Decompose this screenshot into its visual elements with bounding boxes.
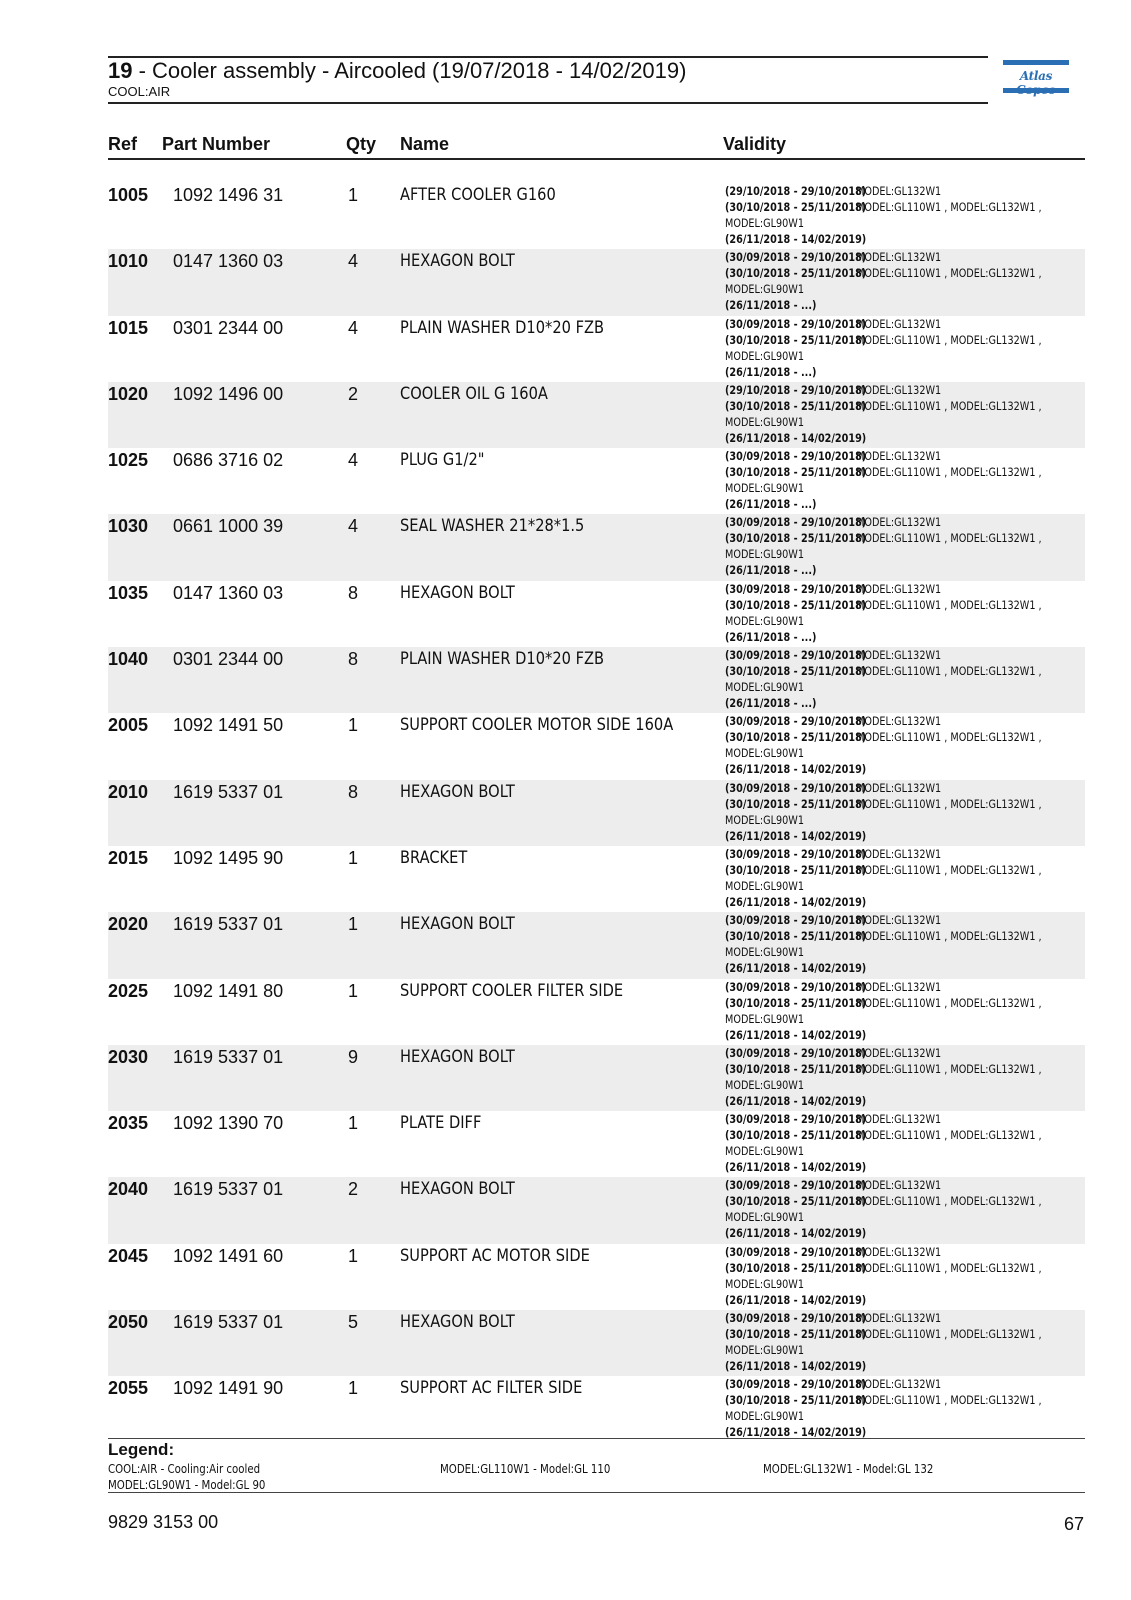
cell-ref: 2045	[108, 1245, 149, 1266]
cell-validity	[725, 1111, 1042, 1175]
validity-models: MODEL:GL132W1	[856, 1112, 942, 1127]
validity-models: MODEL:GL90W1	[725, 1409, 804, 1424]
validity-models: MODEL:GL132W1	[856, 382, 942, 397]
legend-item: MODEL:GL110W1 - Model:GL 110	[440, 1462, 611, 1476]
cell-validity	[725, 448, 1042, 512]
cell-name: SUPPORT COOLER FILTER SIDE	[400, 980, 624, 1001]
table-row	[108, 514, 1085, 580]
cell-name: SUPPORT COOLER MOTOR SIDE 160A	[400, 715, 674, 736]
page-number: 67	[1063, 1514, 1084, 1534]
cell-part-number: 1092 1491 50	[173, 715, 284, 736]
validity-date-range: (30/10/2018 - 25/11/2018)	[725, 664, 867, 679]
cell-name: PLAIN WASHER D10*20 FZB	[400, 649, 605, 670]
table-header	[108, 132, 1085, 160]
validity-date-range: (30/09/2018 - 29/10/2018)	[725, 581, 867, 596]
table-row	[108, 1111, 1085, 1177]
validity-models: MODEL:GL132W1	[856, 1311, 942, 1326]
cell-name: SUPPORT AC FILTER SIDE	[400, 1378, 583, 1399]
cell-validity	[725, 249, 1042, 313]
cell-qty: 1	[348, 980, 359, 1001]
validity-date-range: (30/10/2018 - 25/11/2018)	[725, 200, 867, 214]
cell-name: PLUG G1/2"	[400, 450, 485, 471]
validity-models: MODEL:GL132W1	[856, 648, 942, 663]
cell-validity	[725, 1244, 1042, 1308]
validity-models: MODEL:GL110W1 , MODEL:GL132W1 ,	[856, 664, 1042, 679]
validity-date-range: (30/10/2018 - 25/11/2018)	[725, 862, 867, 877]
validity-date-range: (30/09/2018 - 29/10/2018)	[725, 316, 867, 331]
cell-validity	[725, 912, 1042, 976]
validity-date-range: (30/10/2018 - 25/11/2018)	[725, 531, 867, 546]
parts-table-body	[108, 183, 1085, 1443]
cell-ref: 1040	[108, 649, 149, 670]
cell-part-number: 1092 1390 70	[173, 1113, 284, 1134]
cell-qty: 8	[348, 582, 359, 603]
validity-date-range: (30/10/2018 - 25/11/2018)	[725, 1393, 867, 1408]
cell-name: COOLER OIL G 160A	[400, 383, 548, 404]
cell-validity	[725, 1310, 1042, 1374]
cell-name: HEXAGON BOLT	[400, 1046, 515, 1067]
cell-part-number: 0301 2344 00	[173, 317, 284, 338]
validity-models: MODEL:GL90W1	[725, 1011, 804, 1026]
cell-part-number: 1092 1491 80	[173, 980, 284, 1001]
cell-part-number: 0147 1360 03	[173, 582, 284, 603]
validity-date-range: (30/09/2018 - 29/10/2018)	[725, 1244, 867, 1259]
legend-title: Legend:	[108, 1440, 175, 1459]
validity-models: MODEL:GL90W1	[725, 1077, 804, 1092]
validity-models: MODEL:GL90W1	[725, 1144, 804, 1159]
validity-models: MODEL:GL132W1	[856, 1244, 942, 1259]
cell-name: SEAL WASHER 21*28*1.5	[400, 516, 585, 537]
column-header-name: Name	[400, 134, 450, 154]
cell-validity	[725, 1376, 1042, 1440]
validity-models: MODEL:GL90W1	[725, 481, 804, 496]
table-row	[108, 780, 1085, 846]
validity-date-range: (30/10/2018 - 25/11/2018)	[725, 995, 867, 1010]
validity-date-range: (26/11/2018 - 14/02/2019)	[725, 1425, 867, 1440]
validity-models: MODEL:GL110W1 , MODEL:GL132W1 ,	[856, 200, 1042, 214]
validity-date-range: (26/11/2018 - 14/02/2019)	[725, 1160, 867, 1175]
validity-date-range: (30/09/2018 - 29/10/2018)	[725, 979, 867, 994]
validity-models: MODEL:GL90W1	[725, 348, 804, 363]
cell-ref: 1030	[108, 516, 149, 537]
cell-name: HEXAGON BOLT	[400, 914, 515, 935]
cell-qty: 9	[348, 1046, 359, 1067]
validity-models: MODEL:GL132W1	[856, 316, 942, 331]
validity-date-range: (30/10/2018 - 25/11/2018)	[725, 796, 867, 811]
table-row	[108, 1310, 1085, 1376]
cell-part-number: 1092 1491 90	[173, 1378, 284, 1399]
logo-text: Atlas	[1019, 69, 1053, 83]
cell-qty: 2	[348, 383, 359, 404]
footer-rule	[108, 1492, 1085, 1493]
cell-part-number: 1092 1495 90	[173, 847, 284, 868]
cell-name: HEXAGON BOLT	[400, 781, 515, 802]
validity-date-range: (26/11/2018 - 14/02/2019)	[725, 1093, 867, 1108]
validity-date-range: (30/10/2018 - 25/11/2018)	[725, 465, 867, 480]
cell-name: BRACKET	[400, 847, 468, 868]
validity-date-range: (30/09/2018 - 29/10/2018)	[725, 1112, 867, 1127]
validity-date-range: (26/11/2018 - 14/02/2019)	[725, 430, 867, 445]
cell-validity	[725, 514, 1042, 578]
validity-date-range: (29/10/2018 - 29/10/2018)	[725, 382, 867, 397]
cell-part-number: 1092 1491 60	[173, 1245, 284, 1266]
validity-models: MODEL:GL132W1	[856, 250, 942, 265]
cell-ref: 1025	[108, 450, 149, 471]
validity-date-range: (30/10/2018 - 25/11/2018)	[725, 1061, 867, 1076]
validity-date-range: (30/09/2018 - 29/10/2018)	[725, 648, 867, 663]
cell-name: HEXAGON BOLT	[400, 582, 515, 603]
table-row	[108, 1244, 1085, 1310]
table-row	[108, 912, 1085, 978]
validity-date-range: (30/10/2018 - 25/11/2018)	[725, 398, 867, 413]
legend-item: MODEL:GL132W1 - Model:GL 132	[763, 1462, 934, 1476]
validity-date-range: (30/10/2018 - 25/11/2018)	[725, 332, 867, 347]
cell-part-number: 0661 1000 39	[173, 516, 284, 537]
validity-date-range: (30/10/2018 - 25/11/2018)	[725, 730, 867, 745]
validity-models: MODEL:GL132W1	[856, 780, 942, 795]
cell-name: HEXAGON BOLT	[400, 251, 515, 272]
validity-models: MODEL:GL110W1 , MODEL:GL132W1 ,	[856, 531, 1042, 546]
validity-models: MODEL:GL90W1	[725, 746, 804, 761]
validity-date-range: (26/11/2018 - 14/02/2019)	[725, 1292, 867, 1307]
cell-ref: 2035	[108, 1113, 149, 1134]
validity-models: MODEL:GL90W1	[725, 216, 804, 230]
validity-models: MODEL:GL132W1	[856, 1045, 942, 1060]
validity-models: MODEL:GL90W1	[725, 945, 804, 960]
cell-qty: 1	[348, 1378, 359, 1399]
cell-validity	[725, 382, 1042, 446]
cell-name: PLAIN WASHER D10*20 FZB	[400, 317, 605, 338]
validity-date-range: (26/11/2018 - 14/02/2019)	[725, 762, 867, 777]
table-row	[108, 647, 1085, 713]
validity-date-range: (30/10/2018 - 25/11/2018)	[725, 1327, 867, 1342]
validity-date-range: (26/11/2018 - ...)	[725, 364, 817, 379]
cell-qty: 8	[348, 649, 359, 670]
cell-qty: 4	[348, 251, 359, 272]
cell-ref: 2005	[108, 715, 149, 736]
validity-models: MODEL:GL110W1 , MODEL:GL132W1 ,	[856, 465, 1042, 480]
logo-bottom-bar	[1003, 88, 1069, 93]
validity-date-range: (30/10/2018 - 25/11/2018)	[725, 597, 867, 612]
cell-name: AFTER COOLER G160	[400, 185, 556, 205]
validity-date-range: (26/11/2018 - 14/02/2019)	[725, 1027, 867, 1042]
table-row	[108, 316, 1085, 382]
section-number: 19	[108, 58, 133, 83]
table-row	[108, 846, 1085, 912]
validity-models: MODEL:GL110W1 , MODEL:GL132W1 ,	[856, 995, 1042, 1010]
validity-models: MODEL:GL132W1	[856, 581, 942, 596]
cell-part-number: 1619 5337 01	[173, 914, 284, 935]
cell-part-number: 1092 1496 00	[173, 383, 284, 404]
validity-date-range: (30/10/2018 - 25/11/2018)	[725, 1194, 867, 1209]
validity-models: MODEL:GL110W1 , MODEL:GL132W1 ,	[856, 597, 1042, 612]
validity-date-range: (30/10/2018 - 25/11/2018)	[725, 1260, 867, 1275]
cell-ref: 2040	[108, 1179, 149, 1200]
cell-qty: 1	[348, 847, 359, 868]
validity-date-range: (30/09/2018 - 29/10/2018)	[725, 1311, 867, 1326]
column-header-validity: Validity	[723, 134, 787, 154]
cell-qty: 2	[348, 1179, 359, 1200]
validity-models: MODEL:GL110W1 , MODEL:GL132W1 ,	[856, 1194, 1042, 1209]
page-subtitle: COOL:AIR	[108, 84, 171, 99]
validity-models: MODEL:GL110W1 , MODEL:GL132W1 ,	[856, 398, 1042, 413]
document-number: 9829 3153 00	[108, 1512, 219, 1532]
validity-date-range: (26/11/2018 - 14/02/2019)	[725, 1359, 867, 1374]
table-row	[108, 581, 1085, 647]
validity-date-range: (29/10/2018 - 29/10/2018)	[725, 184, 867, 198]
validity-models: MODEL:GL110W1 , MODEL:GL132W1 ,	[856, 862, 1042, 877]
validity-models: MODEL:GL110W1 , MODEL:GL132W1 ,	[856, 1128, 1042, 1143]
cell-name: HEXAGON BOLT	[400, 1312, 515, 1333]
cell-qty: 4	[348, 317, 359, 338]
validity-models: MODEL:GL90W1	[725, 547, 804, 562]
cell-ref: 2050	[108, 1312, 149, 1333]
cell-ref: 2010	[108, 781, 149, 802]
validity-models: MODEL:GL110W1 , MODEL:GL132W1 ,	[856, 332, 1042, 347]
validity-date-range: (30/09/2018 - 29/10/2018)	[725, 515, 867, 530]
cell-validity	[725, 581, 1042, 645]
cell-part-number: 0147 1360 03	[173, 251, 284, 272]
validity-models: MODEL:GL110W1 , MODEL:GL132W1 ,	[856, 266, 1042, 281]
validity-models: MODEL:GL110W1 , MODEL:GL132W1 ,	[856, 1393, 1042, 1408]
table-row	[108, 249, 1085, 315]
cell-name: PLATE DIFF	[400, 1113, 482, 1134]
validity-date-range: (30/09/2018 - 29/10/2018)	[725, 913, 867, 928]
logo-top-bar	[1003, 60, 1069, 65]
validity-date-range: (26/11/2018 - 14/02/2019)	[725, 232, 867, 246]
validity-models: MODEL:GL90W1	[725, 414, 804, 429]
cell-name: SUPPORT AC MOTOR SIDE	[400, 1245, 590, 1266]
column-header-part-number: Part Number	[162, 134, 271, 154]
cell-qty: 1	[348, 1113, 359, 1134]
table-row	[108, 1177, 1085, 1243]
cell-validity	[725, 1045, 1042, 1109]
validity-models: MODEL:GL110W1 , MODEL:GL132W1 ,	[856, 796, 1042, 811]
validity-date-range: (30/09/2018 - 29/10/2018)	[725, 714, 867, 729]
column-header-ref: Ref	[108, 134, 138, 154]
cell-part-number: 1619 5337 01	[173, 1046, 284, 1067]
cell-qty: 4	[348, 450, 359, 471]
validity-models: MODEL:GL110W1 , MODEL:GL132W1 ,	[856, 730, 1042, 745]
validity-models: MODEL:GL90W1	[725, 812, 804, 827]
validity-models: MODEL:GL132W1	[856, 846, 942, 861]
cell-ref: 2055	[108, 1378, 149, 1399]
validity-date-range: (26/11/2018 - ...)	[725, 497, 817, 512]
validity-date-range: (26/11/2018 - ...)	[725, 563, 817, 578]
validity-models: MODEL:GL132W1	[856, 714, 942, 729]
cell-name: HEXAGON BOLT	[400, 1179, 515, 1200]
table-row	[108, 382, 1085, 448]
cell-part-number: 1619 5337 01	[173, 1312, 284, 1333]
cell-ref: 1015	[108, 317, 149, 338]
validity-date-range: (26/11/2018 - ...)	[725, 629, 817, 644]
cell-ref: 2030	[108, 1046, 149, 1067]
cell-ref: 2015	[108, 847, 149, 868]
column-header-qty: Qty	[346, 134, 377, 154]
cell-validity	[725, 846, 1042, 910]
validity-models: MODEL:GL90W1	[725, 1210, 804, 1225]
validity-models: MODEL:GL110W1 , MODEL:GL132W1 ,	[856, 929, 1042, 944]
cell-part-number: 0301 2344 00	[173, 649, 284, 670]
validity-date-range: (26/11/2018 - ...)	[725, 696, 817, 711]
cell-ref: 2025	[108, 980, 149, 1001]
cell-qty: 1	[348, 914, 359, 935]
validity-models: MODEL:GL90W1	[725, 1276, 804, 1291]
validity-date-range: (30/10/2018 - 25/11/2018)	[725, 1128, 867, 1143]
validity-models: MODEL:GL90W1	[725, 680, 804, 695]
table-row	[108, 1045, 1085, 1111]
validity-models: MODEL:GL132W1	[856, 1178, 942, 1193]
cell-qty: 8	[348, 781, 359, 802]
cell-part-number: 1092 1496 31	[173, 185, 284, 205]
validity-date-range: (26/11/2018 - 14/02/2019)	[725, 894, 867, 909]
validity-date-range: (30/09/2018 - 29/10/2018)	[725, 780, 867, 795]
page-title	[108, 58, 686, 84]
validity-models: MODEL:GL132W1	[856, 979, 942, 994]
validity-models: MODEL:GL132W1	[856, 515, 942, 530]
cell-validity	[725, 316, 1042, 380]
legend-rule	[108, 1438, 1085, 1439]
cell-part-number: 1619 5337 01	[173, 781, 284, 802]
validity-models: MODEL:GL110W1 , MODEL:GL132W1 ,	[856, 1260, 1042, 1275]
validity-date-range: (30/10/2018 - 25/11/2018)	[725, 266, 867, 281]
cell-ref: 2020	[108, 914, 149, 935]
validity-date-range: (30/09/2018 - 29/10/2018)	[725, 846, 867, 861]
validity-models: MODEL:GL90W1	[725, 282, 804, 297]
table-row	[108, 183, 1085, 249]
cell-qty: 1	[348, 715, 359, 736]
cell-qty: 1	[348, 1245, 359, 1266]
validity-models: MODEL:GL110W1 , MODEL:GL132W1 ,	[856, 1061, 1042, 1076]
section-title: - Cooler assembly - Aircooled (19/07/2018 - 14/02/2019)	[132, 58, 687, 83]
cell-part-number: 0686 3716 02	[173, 450, 284, 471]
cell-validity	[725, 183, 1042, 247]
validity-date-range: (26/11/2018 - 14/02/2019)	[725, 828, 867, 843]
cell-ref: 1005	[108, 185, 149, 205]
legend-item: MODEL:GL90W1 - Model:GL 90	[108, 1478, 266, 1492]
header-bottom-rule	[108, 102, 988, 104]
cell-validity	[725, 1177, 1042, 1241]
cell-ref: 1035	[108, 582, 149, 603]
validity-date-range: (26/11/2018 - 14/02/2019)	[725, 961, 867, 976]
validity-date-range: (30/09/2018 - 29/10/2018)	[725, 449, 867, 464]
validity-models: MODEL:GL90W1	[725, 613, 804, 628]
legend-item: COOL:AIR - Cooling:Air cooled	[108, 1462, 261, 1476]
validity-date-range: (30/09/2018 - 29/10/2018)	[725, 1377, 867, 1392]
cell-validity	[725, 979, 1042, 1043]
validity-models: MODEL:GL132W1	[856, 184, 942, 198]
table-row	[108, 1376, 1085, 1442]
atlas-copco-logo	[1003, 60, 1069, 96]
table-row	[108, 448, 1085, 514]
cell-qty: 5	[348, 1312, 359, 1333]
cell-validity	[725, 713, 1042, 777]
validity-models: MODEL:GL132W1	[856, 1377, 942, 1392]
validity-models: MODEL:GL132W1	[856, 449, 942, 464]
validity-models: MODEL:GL90W1	[725, 878, 804, 893]
validity-models: MODEL:GL132W1	[856, 913, 942, 928]
validity-date-range: (26/11/2018 - 14/02/2019)	[725, 1226, 867, 1241]
cell-part-number: 1619 5337 01	[173, 1179, 284, 1200]
validity-date-range: (30/10/2018 - 25/11/2018)	[725, 929, 867, 944]
cell-validity	[725, 647, 1042, 711]
table-row	[108, 979, 1085, 1045]
validity-models: MODEL:GL90W1	[725, 1343, 804, 1358]
table-row	[108, 713, 1085, 779]
cell-validity	[725, 780, 1042, 844]
validity-models: MODEL:GL110W1 , MODEL:GL132W1 ,	[856, 1327, 1042, 1342]
cell-qty: 4	[348, 516, 359, 537]
cell-ref: 1020	[108, 383, 149, 404]
validity-date-range: (26/11/2018 - ...)	[725, 298, 817, 313]
validity-date-range: (30/09/2018 - 29/10/2018)	[725, 1045, 867, 1060]
cell-qty: 1	[348, 185, 359, 205]
cell-ref: 1010	[108, 251, 149, 272]
validity-date-range: (30/09/2018 - 29/10/2018)	[725, 1178, 867, 1193]
validity-date-range: (30/09/2018 - 29/10/2018)	[725, 250, 867, 265]
